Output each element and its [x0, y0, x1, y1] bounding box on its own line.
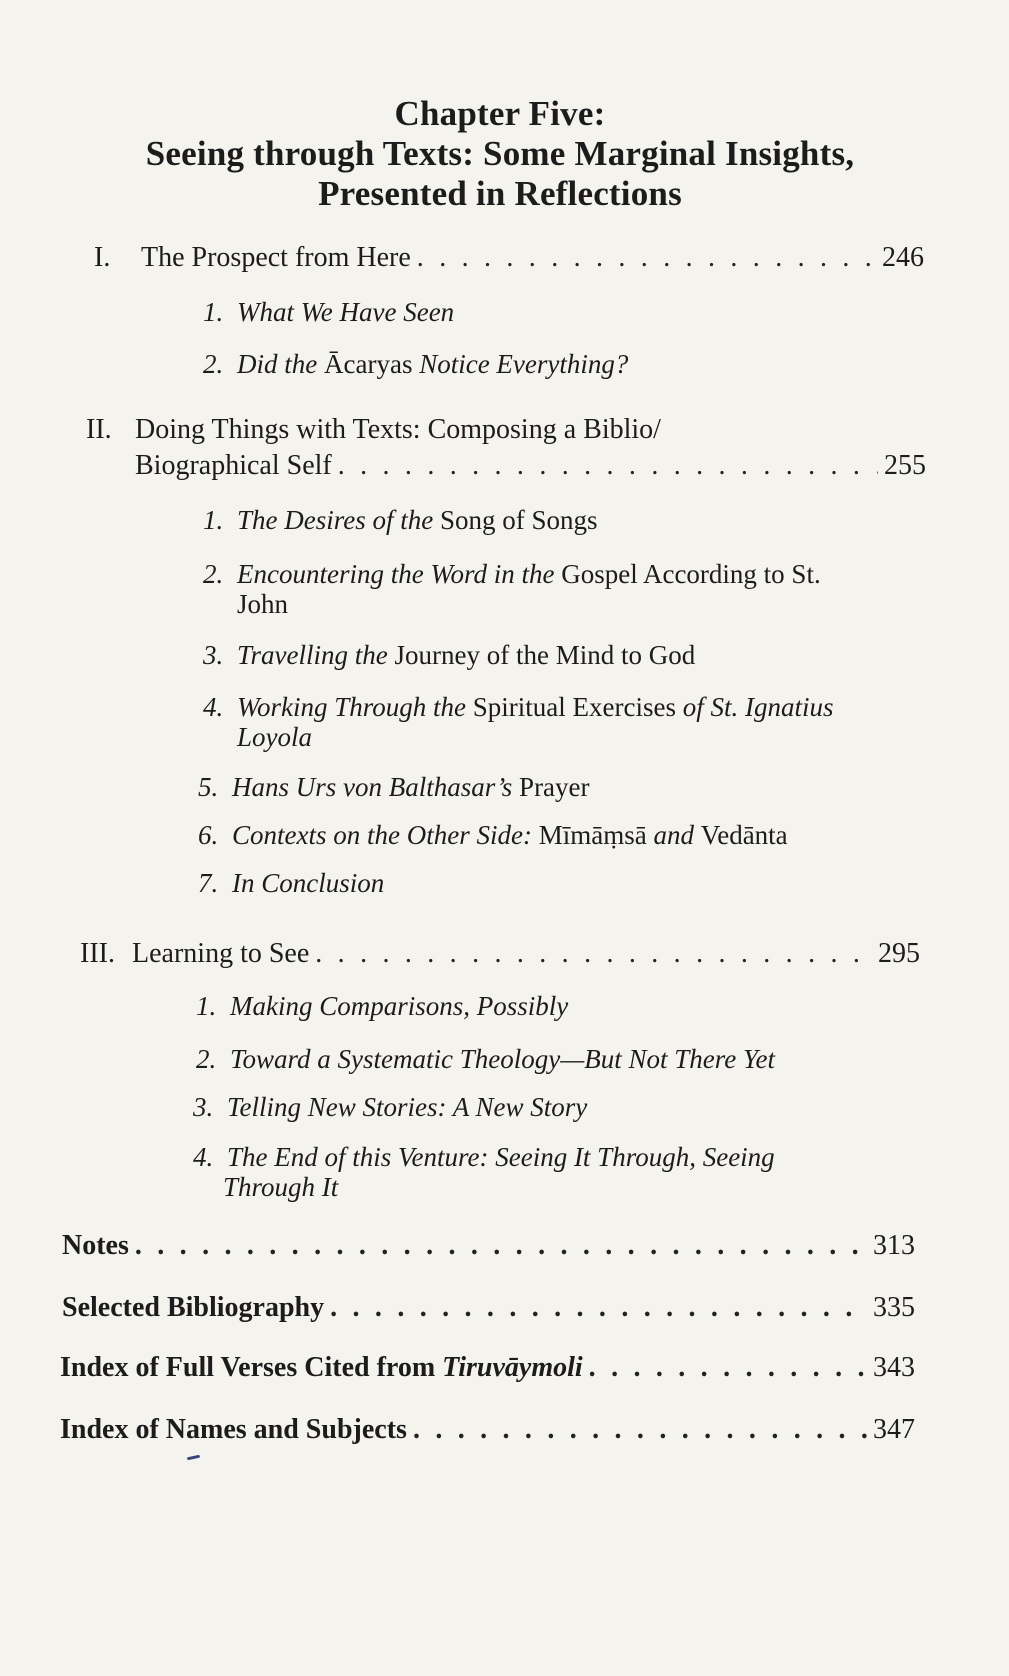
- toc-entry-section-2-line1[interactable]: [86, 414, 926, 446]
- dot-leader: [338, 450, 878, 482]
- toc-entry-section-3[interactable]: [80, 938, 920, 970]
- page-number: 295: [878, 938, 920, 969]
- toc-subentry[interactable]: 4. Working Through the Spiritual Exercises of St. Ignatius Loyola: [203, 692, 834, 752]
- section-title: Doing Things with Texts: Composing a Biblio/: [135, 414, 661, 445]
- toc-subentry[interactable]: 3. Travelling the Journey of the Mind to God: [203, 640, 696, 670]
- dot-leader: [315, 938, 872, 970]
- section-numeral: I.: [94, 242, 111, 273]
- dot-leader: [330, 1292, 867, 1324]
- page-number: 255: [884, 450, 926, 481]
- dot-leader: [413, 1414, 867, 1446]
- toc-subentry[interactable]: 3. Telling New Stories: A New Story: [193, 1092, 588, 1122]
- page-number: 343: [873, 1352, 915, 1383]
- toc-subentry[interactable]: 1. Making Comparisons, Possibly: [196, 991, 569, 1021]
- toc-subentry[interactable]: 6. Contexts on the Other Side: Mīmāṃsā and Vedānta: [198, 820, 788, 850]
- chapter-title-line1: Seeing through Texts: Some Marginal Insights,: [145, 134, 855, 173]
- chapter-label: Chapter Five:: [394, 94, 606, 133]
- toc-subentry[interactable]: 2. Did the Ācaryas Notice Everything?: [203, 349, 629, 379]
- toc-entry-notes[interactable]: Notes . . . 313: [62, 1230, 915, 1262]
- toc-entry-index-names[interactable]: Index of Names and Subjects . . . 347: [60, 1414, 915, 1446]
- section-numeral: III.: [80, 938, 115, 969]
- toc-subentry[interactable]: 7. In Conclusion: [198, 868, 385, 898]
- toc-entry-index-verses[interactable]: Index of Full Verses Cited from Tiruvāymoli . . . 343: [60, 1352, 915, 1384]
- page-number: 313: [873, 1230, 915, 1261]
- toc-subentry[interactable]: 2. Encountering the Word in the Gospel According to St. John: [203, 559, 821, 619]
- toc-subentry[interactable]: 2. Toward a Systematic Theology—But Not There Yet: [196, 1044, 776, 1074]
- toc-subentry[interactable]: 4. The End of this Venture: Seeing It Through, Seeing Through It: [193, 1142, 775, 1202]
- ink-mark: [187, 1455, 200, 1461]
- dot-leader: [589, 1352, 867, 1384]
- page-number: 246: [882, 242, 924, 273]
- toc-entry-section-1[interactable]: [94, 242, 924, 274]
- toc-subentry[interactable]: 1. What We Have Seen: [203, 297, 455, 327]
- page-number: 347: [873, 1414, 915, 1445]
- section-title: Learning to See: [132, 938, 310, 969]
- toc-entry-bibliography[interactable]: Selected Bibliography . . . 335: [62, 1292, 915, 1324]
- toc-entry-section-2-line2[interactable]: [135, 450, 926, 482]
- page-number: 335: [873, 1292, 915, 1323]
- dot-leader: [135, 1230, 867, 1262]
- chapter-title-line2: Presented in Reflections: [318, 174, 682, 213]
- section-title: Biographical Self: [135, 450, 332, 481]
- toc-subentry[interactable]: 5. Hans Urs von Balthasar’s Prayer: [198, 772, 590, 802]
- section-numeral: II.: [86, 414, 112, 445]
- toc-subentry[interactable]: 1. The Desires of the Song of Songs: [203, 505, 598, 535]
- section-title: The Prospect from Here: [141, 242, 411, 273]
- dot-leader: [417, 242, 876, 274]
